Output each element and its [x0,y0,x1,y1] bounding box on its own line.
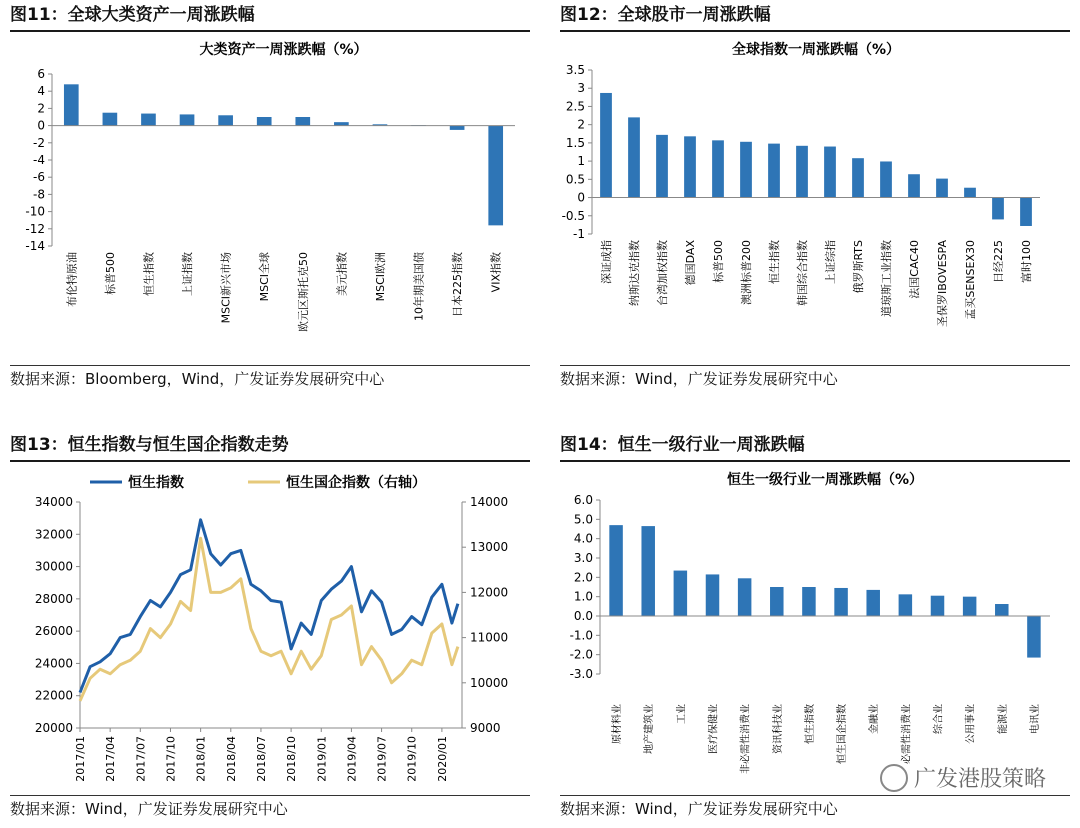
x-tick-label: 电讯业 [1029,704,1041,734]
title-rule [560,30,1070,32]
bar [936,179,948,198]
legend-label: 恒生指数 [128,475,184,491]
x-tick-label: 2018/04 [224,736,238,782]
bar [103,113,118,126]
y-tick-label: 2.0 [573,570,593,585]
bar [706,574,720,616]
source-note: 数据来源：Wind，广发证券发展研究中心 [560,370,838,388]
y-tick-label-left: 32000 [34,527,73,542]
x-tick-label: 欧元区斯托克50 [296,252,310,332]
y-tick-label: -3.0 [569,667,593,681]
x-tick-label: 日本225指数 [451,252,465,317]
x-tick-label: 上证综指 [824,240,837,284]
x-tick-label: 恒生指数 [142,252,156,296]
hs-industry-bar-chart [560,464,1070,794]
bar [963,597,977,616]
series-line-hsi [80,520,458,693]
x-tick-label: MSCI新兴市场 [219,252,233,324]
y-tick-label: 3 [577,81,585,96]
x-tick-label: 道琼斯工业指数 [880,240,893,317]
x-tick-label: 非必需性消费业 [740,704,752,774]
bar [866,590,880,616]
bar [600,93,612,198]
x-tick-label: 纳斯达克指数 [628,240,641,306]
y-tick-label: 3.0 [573,551,593,565]
x-tick-label: 2018/07 [254,736,268,782]
panel-global-indices [560,0,1070,400]
bar [295,117,310,126]
x-tick-label: 原材料业 [612,704,624,744]
x-tick-label: 圣保罗IBOVESPA [936,240,949,327]
y-tick-label-right: 11000 [470,630,509,645]
source-rule [10,795,530,796]
x-tick-label: 医疗保健业 [708,704,720,754]
x-tick-label: 2020/01 [435,736,449,782]
y-tick-label-right: 12000 [470,585,509,600]
x-tick-label: 法国CAC40 [908,240,921,299]
y-tick-label: 6 [37,67,45,81]
x-tick-label: 2017/01 [74,736,87,782]
hsi-line-chart [10,464,530,794]
source-note: 数据来源：Bloomberg，Wind，广发证券发展研究中心 [10,370,385,388]
bar [802,587,816,616]
title-rule [10,30,530,32]
x-tick-label: 恒生指数 [804,704,816,744]
x-tick-label: 工业 [676,704,688,724]
x-tick-label: 2018/10 [285,736,299,782]
y-tick-label: -6 [33,170,45,185]
y-tick-label: -14 [25,239,45,253]
panel-title: 图12：全球股市一周涨跌幅 [560,5,771,25]
bar [257,117,272,126]
y-tick-label: 0.5 [565,172,585,187]
global-index-bar-chart [560,34,1070,364]
chart-title: 恒生一级行业一周涨跌幅（%） [726,472,924,488]
bar [740,142,752,198]
y-tick-label-left: 26000 [34,624,73,639]
bar [141,114,156,126]
x-tick-label: 2017/04 [104,736,118,782]
bar [641,526,655,616]
bar [992,198,1004,220]
watermark [880,762,1046,794]
bar [899,594,913,616]
legend-label: 恒生国企指数（右轴） [286,475,426,491]
panel-asset-class [10,0,530,400]
y-tick-label: 0.0 [573,609,593,623]
x-tick-label: 标普500 [103,252,117,295]
x-tick-label: 标普500 [712,240,725,283]
x-tick-label: 深证成指 [600,240,613,284]
bar [450,126,465,130]
bar [908,174,920,197]
y-tick-label: 1 [577,154,585,169]
y-tick-label-left: 22000 [34,688,73,703]
y-tick-label-left: 28000 [34,591,73,606]
y-tick-label: 5.0 [573,512,593,527]
bar [834,588,848,616]
bar [218,115,233,125]
x-tick-label: 2019/10 [405,736,419,782]
x-tick-label: 澳洲标普200 [740,240,753,305]
x-tick-label: 韩国综合指数 [796,240,809,306]
x-tick-label: 日经225 [992,240,1005,283]
x-tick-label: 恒生国企指数 [837,704,849,764]
panel-title: 图14：恒生一级行业一周涨跌幅 [560,435,805,455]
y-tick-label: 4.0 [573,531,593,546]
source-note: 数据来源：Wind，广发证券发展研究中心 [560,800,838,818]
x-tick-label: 必需性消费业 [901,704,913,764]
x-tick-label: 公用事业 [965,704,977,744]
series-line-hscei [80,538,458,701]
bar [1020,198,1032,226]
y-tick-label: 0 [37,118,45,133]
y-tick-label: -10 [25,204,45,219]
x-tick-label: 2017/10 [164,736,178,782]
title-rule [560,460,1070,462]
bar [768,144,780,198]
chart-title: 全球指数一周涨跌幅（%） [731,42,901,58]
y-tick-label: 2 [577,117,585,132]
x-tick-label: 台湾加权指数 [656,240,669,306]
source-rule [560,365,1070,366]
x-tick-label: 上证指数 [181,252,195,296]
y-tick-label: -2 [33,135,45,150]
y-tick-label: -8 [33,187,45,202]
panel-title: 图11：全球大类资产一周涨跌幅 [10,5,255,25]
bar [852,158,864,197]
x-tick-label: 美元指数 [335,252,349,296]
y-tick-label: 1.5 [565,135,585,150]
bar [824,147,836,198]
asset-class-bar-chart [10,34,530,364]
x-tick-label: 2018/01 [194,736,208,782]
x-tick-label: 2019/07 [375,736,389,782]
y-tick-label: 4 [37,84,45,99]
bar [628,117,640,197]
x-tick-label: 地产建筑业 [644,704,656,754]
panel-title: 图13：恒生指数与恒生国企指数走势 [10,435,289,455]
y-tick-label: -1.0 [569,628,593,643]
bar [656,135,668,198]
y-tick-label-right: 9000 [470,721,501,735]
y-tick-label: 2 [37,101,45,116]
x-tick-label: 富时100 [1020,240,1033,283]
bar [880,161,892,197]
y-tick-label-right: 14000 [470,495,509,509]
x-tick-label: 恒生指数 [768,240,781,284]
y-tick-label: -2.0 [569,647,593,662]
watermark-text: 广发港股策略 [913,767,1046,792]
bar [796,146,808,198]
bar [770,587,784,616]
y-tick-label: 6.0 [573,493,593,507]
source-note: 数据来源：Wind，广发证券发展研究中心 [10,800,288,818]
bar [64,84,79,125]
wechat-icon [880,764,908,792]
x-tick-label: VIX指数 [489,252,503,293]
x-tick-label: MSCI欧洲 [373,252,387,302]
y-tick-label-right: 13000 [470,540,509,555]
bar [738,578,752,616]
bar [931,596,945,616]
y-tick-label: 0 [577,190,585,205]
source-rule [10,365,530,366]
bar [1027,616,1041,658]
x-tick-label: 综合业 [933,704,945,734]
y-tick-label-right: 10000 [470,675,509,690]
y-tick-label-left: 24000 [34,656,73,671]
x-tick-label: 2019/04 [345,736,359,782]
y-tick-label-left: 30000 [34,559,73,574]
panel-hsi-trend [10,430,530,828]
bar [609,525,623,616]
y-tick-label: -0.5 [561,208,585,223]
y-tick-label: -4 [33,153,45,167]
bar [712,140,724,197]
x-tick-label: MSCI全球 [258,252,272,302]
x-tick-label: 10年期美国债 [412,252,426,321]
bar [684,136,696,197]
title-rule [10,460,530,462]
y-tick-label: 2.5 [565,99,585,114]
x-tick-label: 资讯科技业 [772,704,784,754]
x-tick-label: 俄罗斯RTS [852,240,865,294]
y-tick-label: -1 [573,227,585,241]
bar [674,571,688,616]
bar [180,114,195,125]
bar [334,122,349,125]
y-tick-label-left: 20000 [34,721,73,735]
source-rule [560,795,1070,796]
x-tick-label: 2019/01 [315,736,329,782]
y-tick-label-left: 34000 [34,495,73,509]
chart-title: 大类资产一周涨跌幅（%） [199,42,368,58]
x-tick-label: 金融业 [869,704,881,734]
bar [995,604,1009,616]
x-tick-label: 德国DAX [684,240,697,286]
y-tick-label: 3.5 [565,63,585,77]
y-tick-label: -12 [25,221,45,236]
bar [964,188,976,198]
x-tick-label: 孟买SENSEX30 [964,240,977,320]
y-tick-label: 1.0 [573,589,593,604]
x-tick-label: 布伦特原油 [65,252,79,307]
x-tick-label: 2017/07 [134,736,148,782]
bar [488,126,503,226]
x-tick-label: 能源业 [997,704,1009,734]
